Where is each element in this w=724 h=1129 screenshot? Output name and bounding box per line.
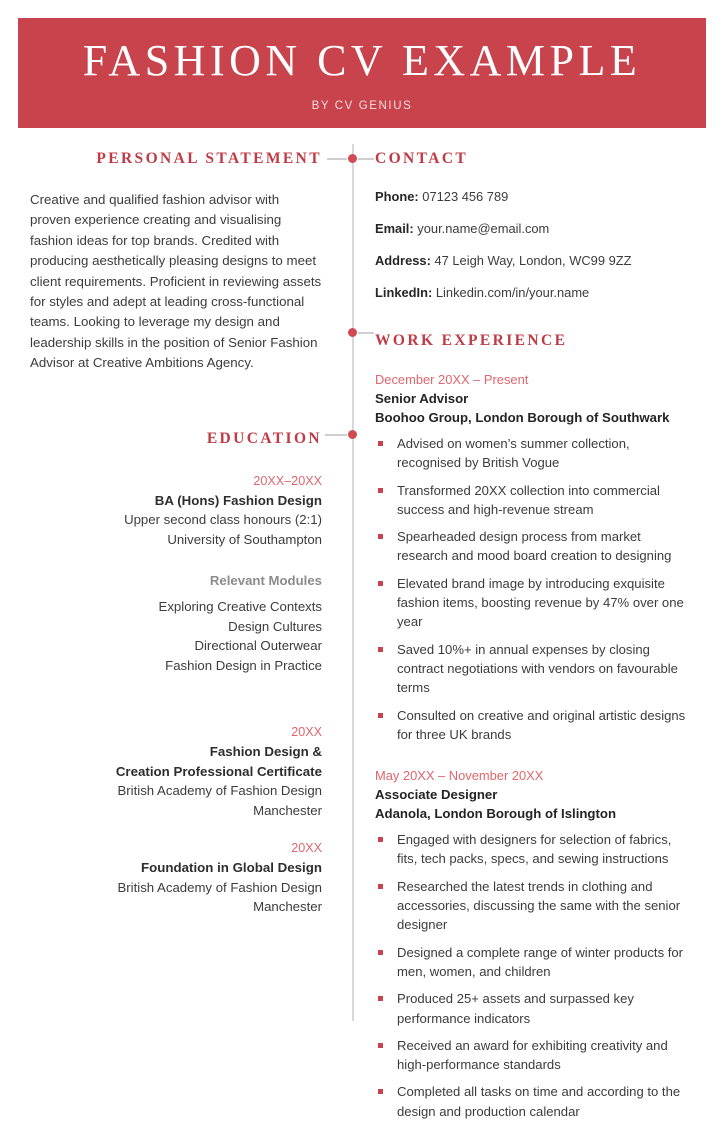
contact-label-phone: Phone:: [375, 189, 419, 204]
left-column: [30, 128, 322, 917]
cv-body: [0, 128, 724, 1119]
contact-row-linkedin: [375, 284, 695, 302]
job-bullet: Saved 10%+ in annual expenses by closing contract negotiations with vendors on favourable terms: [375, 640, 695, 698]
contact-row-phone: [375, 188, 695, 206]
relevant-modules-heading: Relevant Modules: [209, 573, 322, 589]
education-institution: British Academy of Fashion Design: [117, 783, 322, 799]
contact-value-phone: 07123 456 789: [422, 189, 509, 204]
contact-label-email: Email:: [375, 221, 414, 236]
education-entry: [30, 472, 322, 550]
contact-label-linkedin: LinkedIn:: [375, 285, 433, 300]
education-date: 20XX: [291, 841, 322, 856]
job-bullet: Elevated brand image by introducing exquisite fashion items, boosting revenue by 47% over one year: [375, 574, 695, 632]
contact-list: [375, 188, 695, 302]
job-title: Senior Advisor: [375, 391, 469, 406]
node-work-experience: [348, 328, 357, 337]
contact-value-email[interactable]: your.name@email.com: [417, 221, 550, 236]
work-experience-entry: [375, 370, 695, 744]
module-item: Design Cultures: [228, 618, 322, 634]
work-experience-entry: [375, 766, 695, 1121]
section-heading-work-experience: WORK EXPERIENCE: [375, 332, 568, 349]
education-entry: [30, 723, 322, 820]
dash-work-experience-right: [358, 332, 374, 334]
job-date: December 20XX – Present: [375, 372, 529, 387]
job-bullet-list: [375, 434, 695, 744]
job-title: Associate Designer: [375, 787, 498, 803]
right-column: [375, 128, 695, 1129]
section-heading-personal-statement: PERSONAL STATEMENT: [96, 150, 322, 167]
education-institution: British Academy of Fashion Design: [117, 879, 322, 895]
job-bullet: Spearheaded design process from market research and mood board creation to designing: [375, 527, 695, 566]
module-item: Exploring Creative Contexts: [158, 599, 322, 615]
section-heading-education: EDUCATION: [206, 429, 322, 447]
education-degree-line1: Fashion Design &: [209, 744, 322, 760]
job-bullet: Completed all tasks on time and according to the design and production calendar: [375, 1082, 695, 1121]
contact-row-email: [375, 220, 695, 238]
job-date: May 20XX – November 20XX: [375, 768, 544, 784]
personal-statement-text: Creative and qualified fashion advisor with proven experience creating and visualising fashion ideas for top brands. Credited with producing aesthetically pleasing designs to meet client requirements. Proficient in reviewing assets for styles and adept at leading cross-functional teams. Looking to leverage my design and leadership skills in the position of Senior Fashion Advisor at Creative Ambitions Agency.: [30, 192, 322, 371]
education-entry: [30, 839, 322, 917]
page-title: FASHION CV EXAMPLE: [82, 35, 642, 85]
job-bullet: Advised on women’s summer collection, recognised by British Vogue: [375, 434, 695, 473]
cv-header-banner: [18, 18, 706, 128]
node-education: [348, 430, 357, 439]
module-item: Fashion Design in Practice: [165, 657, 322, 673]
education-detail: Upper second class honours (2:1): [124, 512, 322, 528]
contact-value-address: 47 Leigh Way, London, WC99 9ZZ: [434, 253, 632, 268]
job-bullet: Researched the latest trends in clothing and accessories, discussing the same with the senior designer: [375, 877, 695, 935]
dash-contact-right: [358, 158, 374, 160]
job-bullet: Consulted on creative and original artistic designs for three UK brands: [375, 706, 695, 745]
job-company: Adanola, London Borough of Islington: [375, 806, 616, 822]
education-degree: BA (Hons) Fashion Design: [154, 492, 322, 508]
job-bullet: Received an award for exhibiting creativity and high-performance standards: [375, 1036, 695, 1075]
section-heading-contact: CONTACT: [375, 150, 469, 167]
dash-education-left: [325, 434, 347, 436]
module-item: Directional Outerwear: [194, 638, 322, 654]
education-degree-line2: Creation Professional Certificate: [115, 763, 322, 779]
job-bullet: Engaged with designers for selection of fabrics, fits, tech packs, specs, and sewing instructions: [375, 830, 695, 869]
education-institution: University of Southampton: [167, 531, 322, 547]
contact-value-linkedin[interactable]: Linkedin.com/in/your.name: [435, 285, 590, 300]
banner-subtitle: BY CV GENIUS: [311, 99, 413, 112]
job-bullet: Designed a complete range of winter products for men, women, and children: [375, 943, 695, 982]
relevant-modules-list: [30, 597, 322, 675]
column-divider: [352, 144, 354, 1021]
education-location: Manchester: [253, 802, 322, 818]
job-bullet: Produced 25+ assets and surpassed key performance indicators: [375, 989, 695, 1028]
job-company: Boohoo Group, London Borough of Southwark: [375, 410, 670, 425]
education-degree: Foundation in Global Design: [141, 860, 322, 876]
job-bullet: Transformed 20XX collection into commercial success and high-revenue stream: [375, 481, 695, 520]
education-date: 20XX–20XX: [253, 473, 322, 488]
contact-row-address: [375, 252, 695, 270]
contact-label-address: Address:: [375, 253, 431, 268]
node-personal-statement: [348, 154, 357, 163]
dash-personal-statement-left: [327, 158, 347, 160]
education-location: Manchester: [253, 899, 322, 915]
job-bullet-list: [375, 830, 695, 1121]
education-date: 20XX: [291, 725, 322, 740]
